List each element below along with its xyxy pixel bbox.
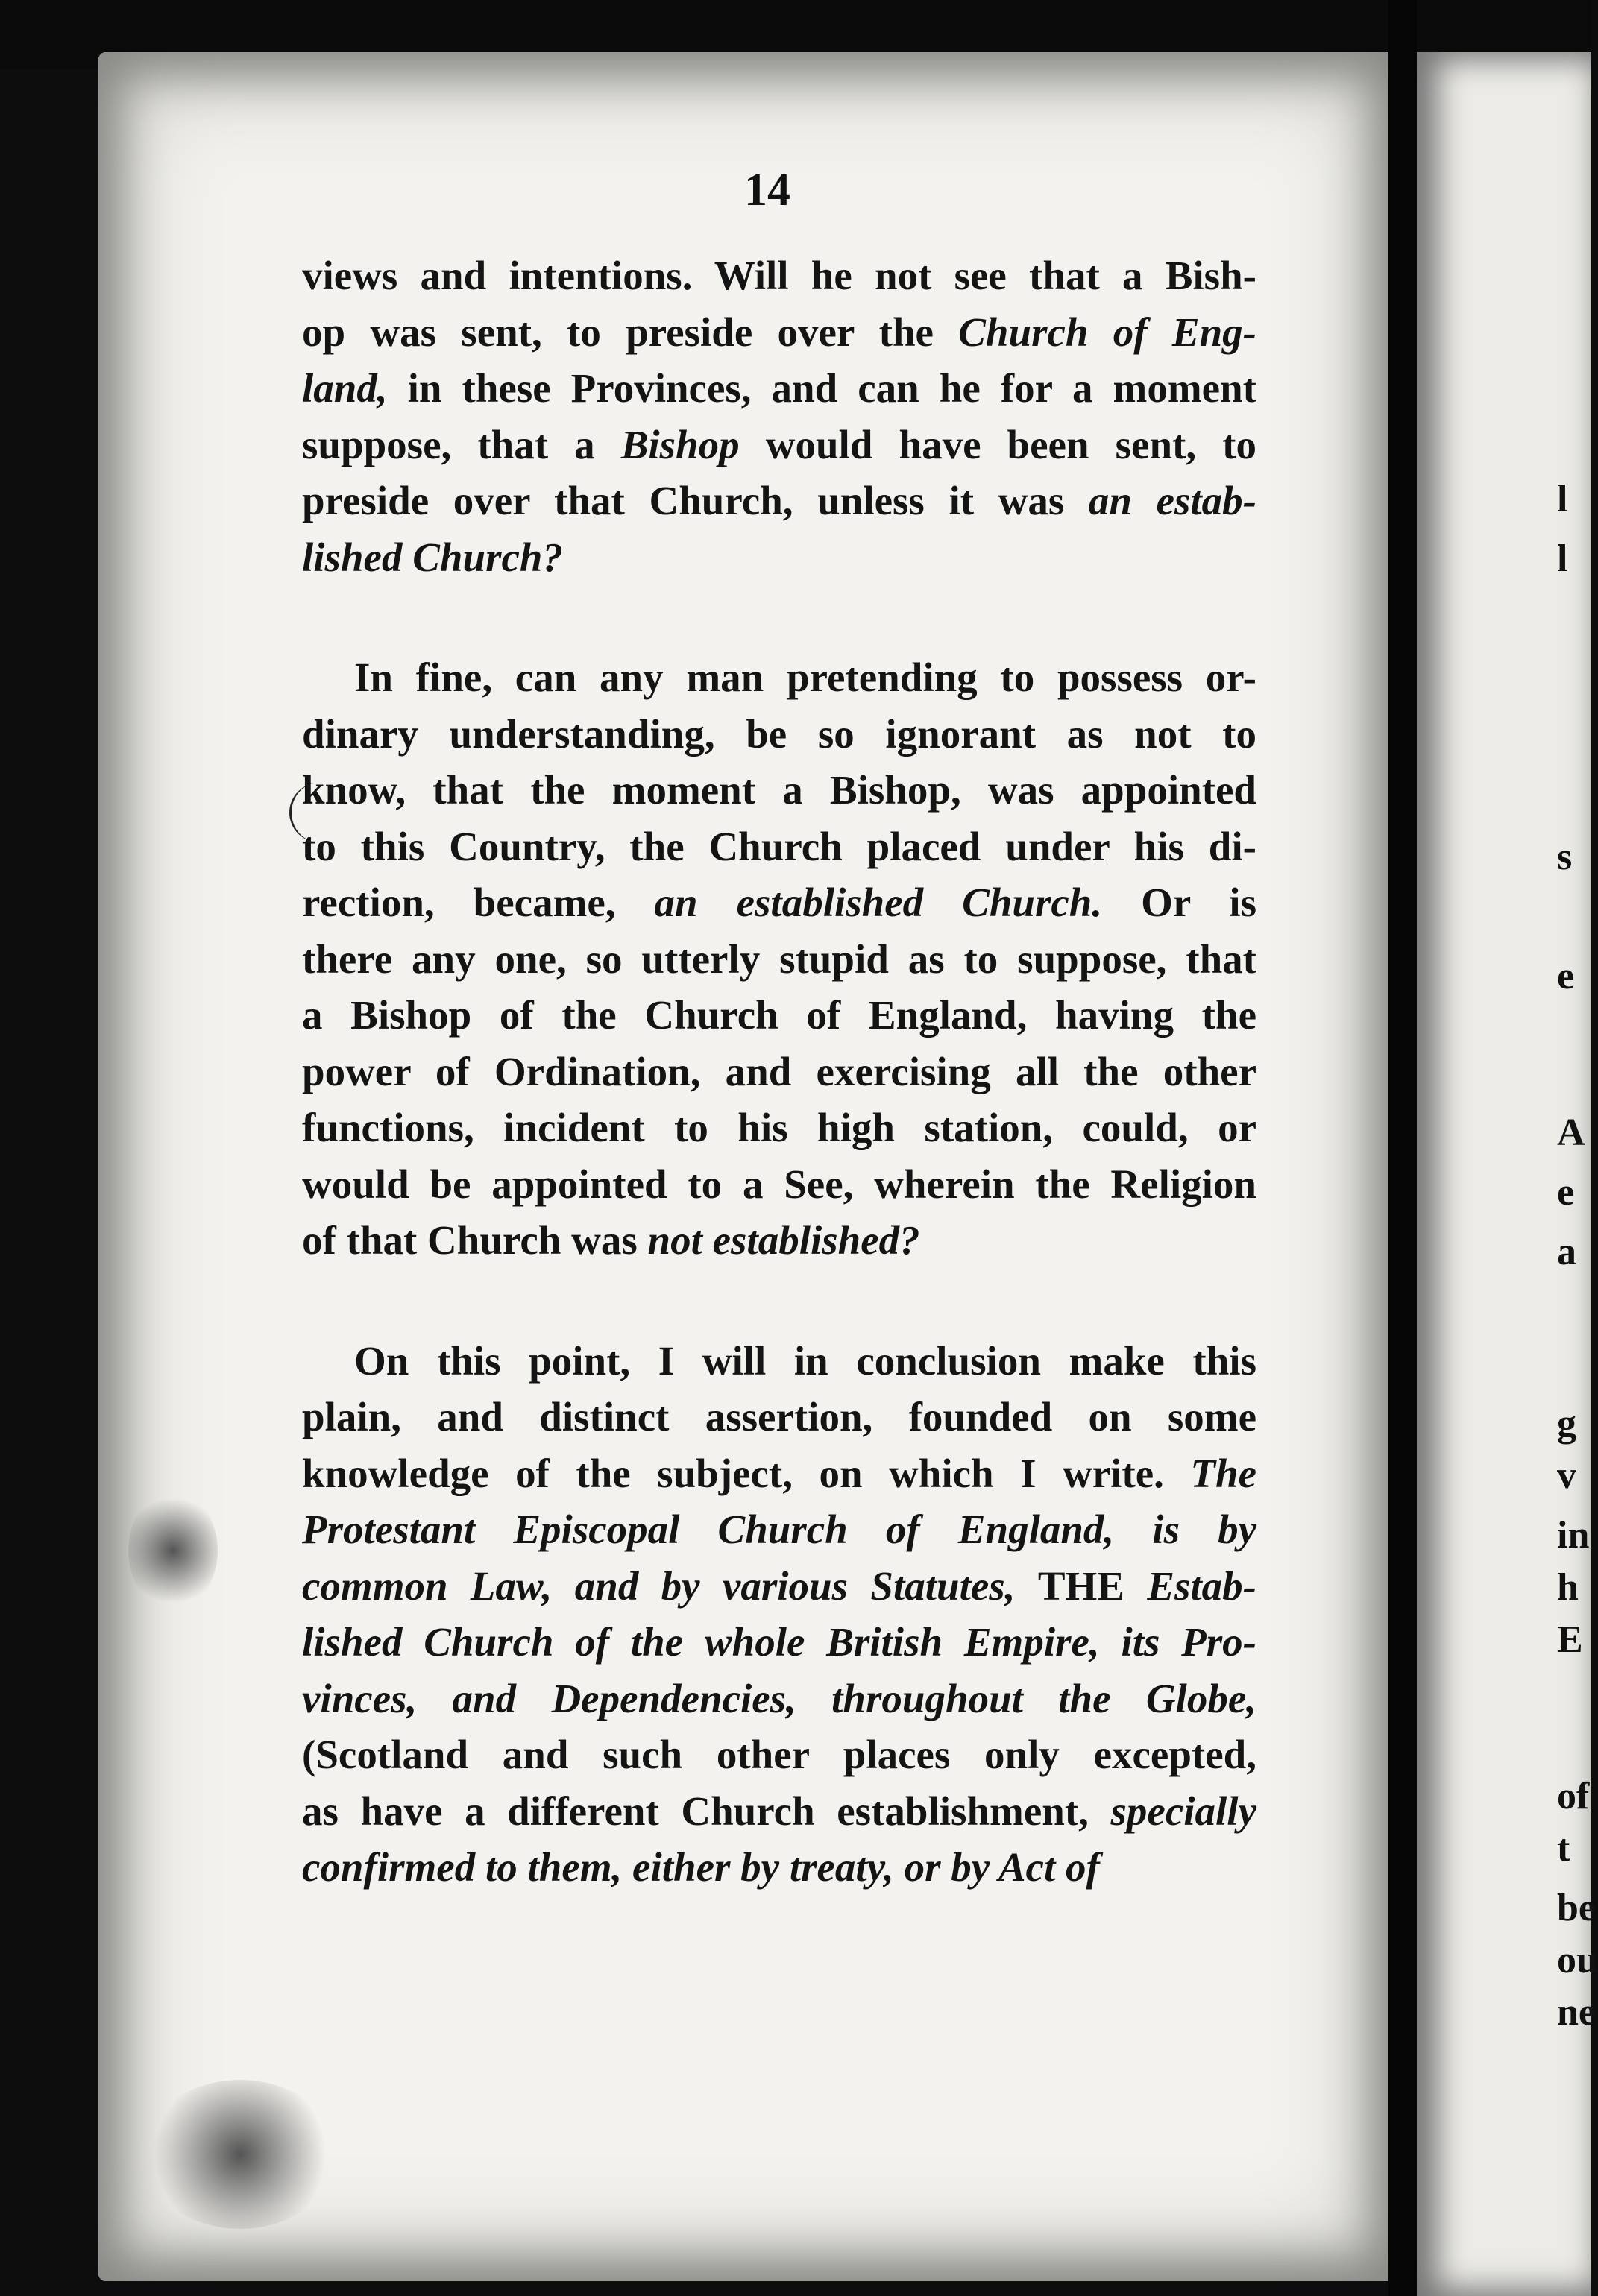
text-line	[302, 1333, 1256, 1390]
facing-page-fragment: t	[1557, 1827, 1570, 1870]
text-run: (Scotland and such other places only excepted,	[302, 1732, 1256, 1777]
text-run: know, that the moment a Bishop, was appointed	[302, 767, 1256, 813]
facing-page-fragment: h	[1557, 1566, 1579, 1609]
text-run: rection, became,	[302, 880, 655, 925]
paragraph-gap	[302, 585, 1256, 649]
text-line	[302, 1614, 1256, 1671]
text-run: views and intentions. Will he not see that a Bish-	[302, 253, 1256, 298]
text-run: would be appointed to a See, wherein the Religion	[302, 1161, 1256, 1207]
facing-page-fragment: A	[1557, 1111, 1585, 1154]
text-run: as have a different Church establishment,	[302, 1788, 1111, 1834]
text-run: to this Country, the Church placed under his di-	[302, 823, 1256, 869]
italic-run: Bishop	[620, 421, 740, 467]
text-line	[302, 1212, 1256, 1269]
italic-run: Church of Eng-	[958, 309, 1256, 355]
text-line	[302, 417, 1256, 473]
facing-page-fragment: l	[1557, 478, 1568, 520]
facing-page-fragment: E	[1557, 1618, 1583, 1661]
facing-page-fragment: be	[1557, 1887, 1596, 1929]
text-run: suppose, that a	[302, 421, 621, 467]
paragraph	[302, 247, 1256, 585]
text-line	[302, 987, 1256, 1044]
page-number: 14	[744, 165, 790, 215]
facing-page-fragment: in	[1557, 1514, 1590, 1557]
text-run: functions, incident to his high station, could, or	[302, 1105, 1256, 1150]
text-run: Or is	[1102, 880, 1256, 925]
text-run: power of Ordination, and exercising all the other	[302, 1048, 1256, 1094]
italic-run: specially	[1110, 1788, 1256, 1834]
body-text	[302, 247, 1256, 1896]
facing-page-fragment: e	[1557, 1171, 1575, 1214]
paragraph-gap	[302, 1269, 1256, 1333]
facing-page-fragment: of	[1557, 1775, 1590, 1817]
facing-page-fragment: e	[1557, 955, 1575, 997]
text-line	[302, 304, 1256, 361]
text-run: In fine, can any man pretending to possess or-	[354, 655, 1256, 700]
text-line	[302, 473, 1256, 529]
text-run: in these Provinces, and can he for a moment	[387, 365, 1256, 411]
text-line	[302, 1726, 1256, 1783]
text-line	[302, 649, 1256, 706]
paragraph	[302, 1333, 1256, 1896]
facing-page-fragment: ou	[1557, 1939, 1598, 1981]
ink-stain	[143, 2080, 337, 2229]
italic-run: vinces, and Dependencies, throughout the Globe,	[302, 1675, 1256, 1721]
text-run: op was sent, to preside over the	[302, 309, 959, 355]
italic-run: an estab-	[1088, 478, 1256, 523]
text-run: preside over that Church, unless it was	[302, 478, 1089, 523]
facing-page-fragment: ne	[1557, 1991, 1596, 2034]
text-run: THE	[1037, 1562, 1124, 1609]
text-line	[302, 706, 1256, 763]
text-line	[302, 1783, 1256, 1840]
italic-run: an established Church.	[654, 880, 1103, 925]
text-run: there any one, so utterly stupid as to suppose, that	[302, 936, 1256, 982]
text-run: On this point, I will in conclusion make this	[354, 1337, 1256, 1384]
facing-page-fragment: g	[1557, 1402, 1576, 1445]
text-line	[302, 762, 1256, 819]
text-line	[302, 819, 1256, 875]
ink-stain	[128, 1491, 218, 1610]
text-line	[302, 1044, 1256, 1100]
page-gutter	[1388, 0, 1417, 2296]
italic-run: lished Church of the whole British Empire, its Pro-	[302, 1619, 1256, 1665]
text-line	[302, 1501, 1256, 1558]
text-run: plain, and distinct assertion, founded on some	[302, 1394, 1256, 1439]
text-line	[302, 1558, 1256, 1615]
text-run: a Bishop of the Church of England, having the	[302, 992, 1256, 1038]
text-line	[302, 1100, 1256, 1156]
italic-run: lished Church?	[302, 534, 563, 580]
italic-run: not established?	[647, 1217, 920, 1263]
italic-run: Protestant Episcopal Church of England, is by	[302, 1507, 1256, 1552]
facing-page-fragment: v	[1557, 1454, 1576, 1497]
text-line	[302, 529, 1256, 586]
facing-page-fragment: a	[1557, 1231, 1576, 1273]
text-run: of that Church was	[302, 1217, 648, 1263]
italic-run: Estab-	[1124, 1562, 1256, 1609]
text-line	[302, 1156, 1256, 1213]
text-line	[302, 1389, 1256, 1445]
text-run: dinary understanding, be so ignorant as not to	[302, 710, 1256, 757]
paragraph	[302, 649, 1256, 1269]
italic-run: confirmed to them, either by treaty, or by Act of	[302, 1844, 1100, 1890]
facing-page-fragment: s	[1557, 836, 1573, 878]
italic-run: land,	[302, 365, 388, 411]
italic-run: The	[1190, 1450, 1256, 1496]
text-run: knowledge of the subject, on which I write.	[302, 1450, 1191, 1496]
text-line	[302, 247, 1256, 304]
text-line	[302, 360, 1256, 417]
facing-page-fragment: l	[1557, 537, 1568, 580]
text-run: would have been sent, to	[739, 421, 1256, 467]
text-line	[302, 1445, 1256, 1502]
text-line	[302, 874, 1256, 931]
italic-run: common Law, and by various Statutes,	[302, 1562, 1038, 1609]
text-line	[302, 931, 1256, 988]
text-line	[302, 1839, 1256, 1896]
text-line	[302, 1671, 1256, 1727]
